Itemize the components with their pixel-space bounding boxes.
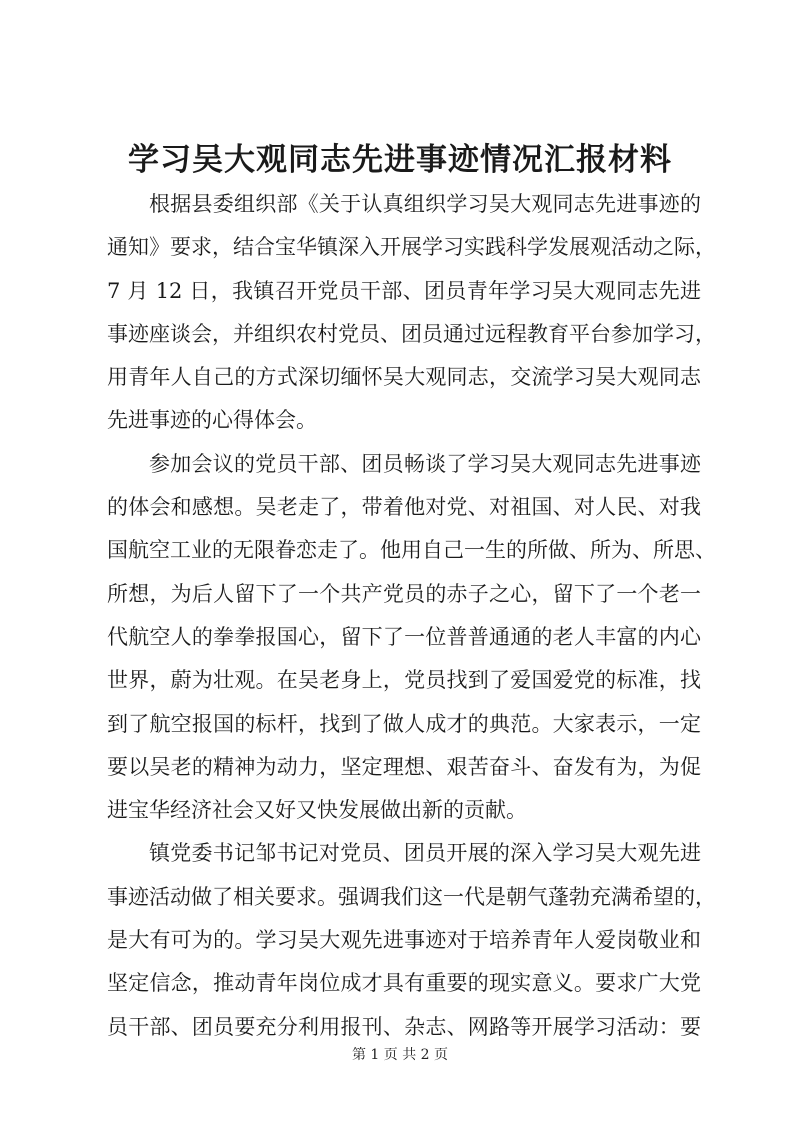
paragraph-3-line-3: 是大有可为的。学习吴大观先进事迹对于培养青年人爱岗敬业和 [107, 928, 701, 953]
document-body [107, 183, 716, 1049]
paragraph-3-line-1: 镇党委书记邹书记对党员、团员开展的深入学习吴大观先进 [149, 841, 701, 866]
paragraph-1-line-4: 事迹座谈会，并组织农村党员、团员通过远程教育平台参加学习， [107, 321, 716, 346]
paragraph-2-line-6: 世界，蔚为壮观。在吴老身上，党员找到了爱国爱党的标准，找 [107, 668, 701, 693]
paragraph-2-line-1: 参加会议的党员干部、团员畅谈了学习吴大观同志先进事迹 [149, 451, 701, 476]
paragraph-3-line-2: 事迹活动做了相关要求。强调我们这一代是朝气蓬勃充满希望的， [107, 884, 716, 909]
paragraph-1-line-5: 用青年人自己的方式深切缅怀吴大观同志，交流学习吴大观同志 [107, 365, 701, 390]
paragraph-2-line-2: 的体会和感想。吴老走了，带着他对党、对祖国、对人民、对我 [107, 495, 701, 520]
paragraph-2-line-9: 进宝华经济社会又好又快发展做出新的贡献。 [107, 798, 527, 823]
paragraph-2-line-4: 所想，为后人留下了一个共产党员的赤子之心，留下了一个老一 [107, 581, 701, 606]
paragraph-3-line-5: 员干部、团员要充分利用报刊、杂志、网路等开展学习活动：要 [107, 1014, 701, 1039]
paragraph-2-line-5: 代航空人的拳拳报国心，留下了一位普普通通的老人丰富的内心 [107, 624, 701, 649]
paragraph-1-line-1: 根据县委组织部《关于认真组织学习吴大观同志先进事迹的 [149, 192, 701, 216]
paragraph-2-line-3: 国航空工业的无限眷恋走了。他用自己一生的所做、所为、所思、 [107, 538, 716, 563]
paragraph-3-line-4: 坚定信念，推动青年岗位成才具有重要的现实意义。要求广大党 [107, 971, 701, 996]
paragraph-1-line-3: 7 月 12 日，我镇召开党员干部、团员青年学习吴大观同志先进 [107, 278, 701, 303]
page-number-footer: 第 1 页 共 2 页 [351, 1047, 449, 1063]
paragraph-2-line-8: 要以吴老的精神为动力，坚定理想、艰苦奋斗、奋发有为，为促 [107, 754, 701, 779]
document-title: 学习吴大观同志先进事迹情况汇报材料 [128, 142, 672, 178]
paragraph-1-line-6: 先进事迹的心得体会。 [107, 408, 317, 433]
paragraph-2-line-7: 到了航空报国的标杆，找到了做人成才的典范。大家表示，一定 [107, 711, 701, 736]
paragraph-1-line-2: 通知》要求，结合宝华镇深入开展学习实践科学发展观活动之际， [107, 235, 716, 260]
